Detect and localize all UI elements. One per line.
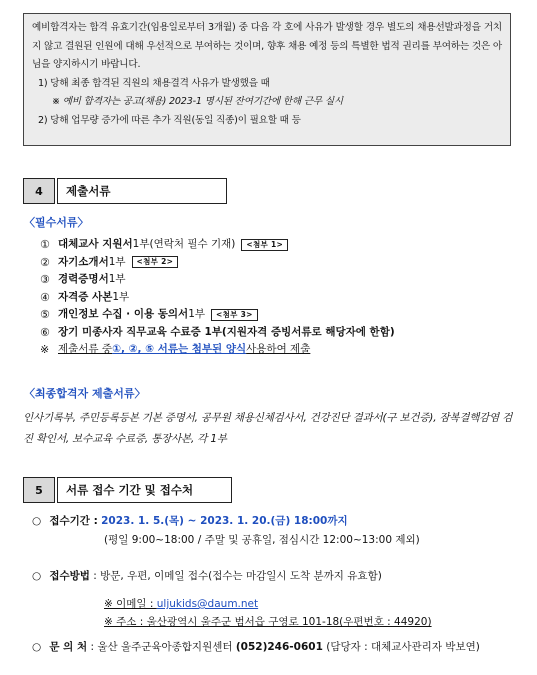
note-post: 사용하여 제출 [246, 343, 311, 355]
attachment-tag: <첨부 3> [211, 309, 258, 321]
section-5-number: 5 [23, 477, 55, 503]
notice-item-1: 1) 당해 최종 합격된 직원의 채용결격 사유가 발생했을 때 [38, 77, 270, 89]
item-label: 대체교사 지원서 [58, 238, 133, 250]
contact-pre: : 울산 울주군육아종합지원센터 [90, 641, 236, 653]
email-link[interactable]: uljukids@daum.net [156, 598, 259, 610]
list-item [40, 254, 395, 272]
address-row: ※ 주소 : 울산광역시 울주군 범서읍 구영로 101-18(우편번호 : 44920) [104, 616, 432, 628]
attachment-tag: <첨부 2> [132, 256, 179, 268]
contact-label: 문 의 처 [49, 641, 88, 653]
item-detail: 1부 [108, 273, 126, 285]
list-item [40, 324, 395, 342]
item-detail: 1부 [108, 255, 126, 268]
required-docs-list [40, 236, 395, 359]
section-4-title: 제출서류 [57, 178, 227, 204]
item-label: 자기소개서 [58, 255, 109, 268]
contact-row [32, 638, 480, 657]
contact-post: (담당자 : 대체교사관리자 박보연) [326, 641, 480, 653]
attachment-tag: <첨부 1> [241, 239, 288, 251]
item-number: ⑥ [40, 325, 50, 339]
item-label: 경력증명서 [58, 273, 109, 285]
period-row [32, 512, 348, 531]
notice-item-1-note: ※ 예비 합격자는 공고(채용) 2023-1 명시된 잔여기간에 한해 근무 실시 [52, 96, 343, 107]
item-detail: 1부(연락처 필수 기재) [132, 238, 236, 250]
method-row [32, 567, 382, 586]
email-row [32, 595, 258, 614]
period-label: 접수기간 : [49, 515, 98, 527]
item-number: ⑤ [40, 308, 50, 321]
notice-paragraph: 예비합격자는 합격 유효기간(임용일로부터 3개월) 중 다음 각 호에 사유가 발생할 경우 별도의 채용선발과정을 거치지 않고 결원된 인원에 대해 우선적으로 부여하는 것이며, 향후 채용 예정 등의 특별한 법적 권리를 부여하는 것은 아님을 양지하시기 바랍니다. [32, 22, 502, 70]
note-mark: ※ [40, 343, 50, 356]
list-item [40, 236, 395, 254]
item-label: 자격증 사본 [58, 290, 113, 303]
list-item [40, 289, 395, 307]
note-pre: 제출서류 중 [58, 343, 113, 355]
item-detail: 1부 [112, 290, 130, 303]
item-number: ① [40, 238, 50, 251]
bullet: ○ [32, 515, 42, 527]
list-item [40, 271, 395, 289]
item-number: ④ [40, 290, 50, 304]
item-label: 장기 미종사자 직무교육 수료증 1부(지원자격 증빙서류로 해당자에 한함) [58, 325, 395, 338]
section-5-title: 서류 접수 기간 및 접수처 [57, 477, 232, 503]
item-number: ③ [40, 273, 50, 286]
contact-phone: (052)246-0601 [235, 641, 323, 653]
bullet: ○ [32, 641, 42, 653]
email-label: ※ 이메일 : [104, 598, 157, 610]
required-docs-heading: 〈필수서류〉 [24, 216, 89, 229]
final-docs-heading: 〈최종합격자 제출서류〉 [24, 387, 146, 400]
section-4-header [23, 178, 227, 204]
section-4-number: 4 [23, 178, 55, 204]
list-item [40, 306, 395, 324]
period-sub: (평일 9:00~18:00 / 주말 및 공휴일, 점심시간 12:00~13:00 제외) [104, 534, 420, 546]
method-label: 접수방법 [49, 570, 90, 582]
note-highlight: ①, ②, ⑤ 서류는 첨부된 양식 [112, 343, 247, 355]
notice-box [23, 13, 511, 146]
method-value: : 방문, 우편, 이메일 접수(접수는 마감일시 도착 분까지 유효함) [93, 570, 382, 582]
item-label: 개인정보 수집 · 이용 동의서 [58, 308, 189, 320]
bullet: ○ [32, 570, 42, 582]
period-value: 2023. 1. 5.(목) ~ 2023. 1. 20.(금) 18:00까지 [101, 515, 348, 527]
final-docs-text: 인사기록부, 주민등록등본 기본 증명서, 공무원 채용신체검사서, 건강진단 결과서(구 보건증), 잠복결핵감염 검진 확인서, 보수교육 수료증, 통장사본, 각 1부 [23, 412, 513, 445]
section-5-header [23, 477, 232, 503]
submission-note [40, 341, 395, 359]
item-number: ② [40, 255, 50, 269]
item-detail: 1부 [188, 308, 206, 320]
notice-item-2: 2) 당해 업무량 증가에 따른 추가 직원(동일 직종)이 필요할 때 등 [38, 114, 301, 126]
